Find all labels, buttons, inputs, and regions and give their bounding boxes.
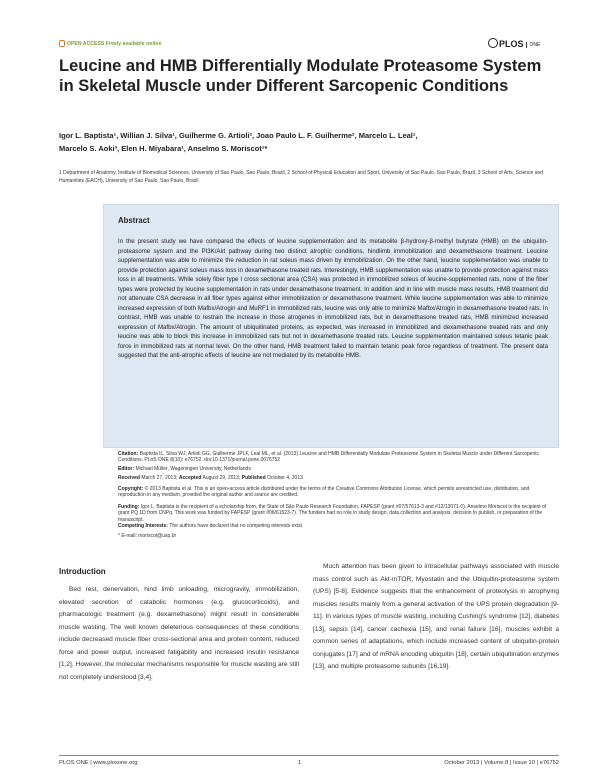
corresponding-email[interactable]: * E-mail: moriscot@usp.br	[118, 533, 177, 539]
dates	[118, 475, 558, 481]
competing-text: The authors have declared that no competing interests exist.	[169, 523, 304, 529]
funding-label: Funding:	[118, 504, 140, 510]
editor-label: Editor:	[118, 466, 135, 472]
competing-label: Competing Interests:	[118, 523, 169, 529]
copyright	[118, 486, 558, 499]
published-label: Published	[241, 475, 266, 481]
copyright-text: © 2013 Baptista et al. This is an open-access article distributed under the terms of the Creative Commons Attribution License, which permits unrestricted use, distribution, and reproduction in any medium, provided the original author and source are credited.	[118, 486, 530, 499]
editor	[118, 466, 558, 472]
citation	[118, 451, 558, 464]
footer-divider	[59, 755, 559, 756]
received-label: Received	[118, 475, 140, 481]
introduction-column-1: Bed rest, denervation, hind limb unloading, microgravity, immobilization, elevated secretion of catabolic hormones (e.g. glucocorticoids), and pharmacologic treatment (e.g. dexamethasone) might result in considerable muscle wasting. The well known deleterious consequences of these conditions include decreased muscle fiber cross-sectional area and protein content, reduced force and power output, increased fatigability and increased insulin resistance [1,2]. However, the molecular mechanisms responsible for muscle wasting are still not completely understood [3,4].	[59, 586, 299, 681]
accepted-date: August 29, 2013;	[202, 475, 241, 481]
competing-interests	[118, 523, 558, 529]
editor-text: Michael Müller, Wageningen University, Netherlands	[135, 466, 251, 472]
author-list	[59, 130, 559, 155]
abstract-heading: Abstract	[118, 216, 150, 225]
open-access-label: OPEN ACCESS Freely available online	[67, 40, 162, 47]
accepted-label: Accepted	[178, 475, 202, 481]
journal-logo-text: PLOS	[499, 39, 524, 49]
copyright-label: Copyright:	[118, 486, 144, 492]
open-access-banner	[59, 40, 161, 47]
author-line-2: Marcelo S. Aoki³, Elen H. Miyabara¹, Anselmo S. Moriscot¹*	[59, 143, 268, 153]
plos-logo-icon	[488, 38, 498, 48]
footer-page-number: 1	[298, 760, 302, 766]
introduction-heading: Introduction	[59, 567, 106, 576]
article-title: Leucine and HMB Differentially Modulate Proteasome System in Skeletal Muscle under Different Sarcopenic Conditions	[59, 57, 542, 95]
citation-text: Baptista IL, Silva WJ, Artioli GG, Guilherme JPLF, Leal ML, et al. (2013) Leucine and HMB Differentially Modulate Proteasome System in Skeletal Muscle under Different Sarcopenic Conditions. PLoS ONE 8(10): e76752. doi:10.1371/journal.pone.0076752	[118, 451, 539, 464]
published-date: October 4, 2013	[267, 475, 303, 481]
received-date: March 27, 2013;	[141, 475, 178, 481]
journal-logo	[488, 38, 540, 49]
funding	[118, 504, 558, 523]
affiliations: 1 Department of Anatomy, Institute of Biomedical Sciences, University of Sao Paulo, Sao Paulo, Brazil, 2 School of Physical Education and Sport, University of Sao Paulo, Sao Paulo, Brazil, 3 School of Arts, Science and Humanities (EACH), University of Sao Paulo, Sao Paulo, Brazil	[59, 170, 544, 184]
open-access-lock-icon	[59, 40, 65, 47]
footer-issue-info: October 2013 | Volume 8 | Issue 10 | e76752	[444, 760, 559, 766]
introduction-column-2: Much attention has been given to intracellular pathways associated with muscle mass control such as Akt-mTOR, Myostatin and the Ubiquitin-proteasome system (UPS) [5-8]. Evidence suggests that the enhancement of proteolysis in atrophying muscles results mainly from a general activation of the UPS protein degradation [9-11]. In various types of muscle wasting, including Cushing's syndrome [12], diabetes [13], sepsis [14], cancer cachexia [15], and renal failure [16], muscles exhibit a common series of adaptations, which include increased content of ubiquitin-protein conjugates [17] and of mRNA encoding ubiquitin [18], certain ubiquitination enzymes [13], and multiple proteasome subunits [16,19].	[313, 563, 559, 671]
journal-logo-suffix: ONE	[526, 42, 541, 48]
citation-label: Citation:	[118, 451, 139, 457]
footer-journal[interactable]: PLOS ONE | www.plosone.org	[59, 760, 138, 766]
funding-text: Igor L. Baptista is the recipient of a scholarship from, the State of São Paulo Research Foundation, FAPESP (grant #07/57613-3 and #12/13071-0). Anselmo Moriscot is the recipient of grant PQ 1D from CNPq. This work was funded by FAPESP (grant #06/61523-7). The funders had no role in study design, data collection and analysis, decision to publish, or preparation of the manuscript.	[118, 504, 547, 523]
abstract-text: In the present study we have compared the effects of leucine supplementation and its metabolite β-hydroxy-β-methyl butyrate (HMB) on the ubiquitin-proteasome system and the PI3K/Akt pathway during two distinct atrophic conditions, hindlimb immobilization and dexamethasone treatment. Leucine supplementation was able to minimize the reduction in rat soleus mass driven by immobilization. On the other hand, leucine supplementation was unable to provide protection against soleus mass loss in dexamethasone treated rats. Interestingly, HMB supplementation was unable to provide protection against mass loss in all treatments. While solely fiber type I cross sectional area (CSA) was protected in immobilized soleus of leucine-supplemented rats, none of the fiber types were protected by leucine supplementation in rats under dexamethasone treatment. In addition and in line with muscle mass results, HMB treatment did not attenuate CSA decrease in all fiber types against either immobilization or dexamethasone treatment. While leucine supplementation was able to minimize increased expression of both Mafbx/Atrogin and MuRF1 in immobilized rats, leucine was only able to minimize Mafbx/Atrogin in dexamethasone treated rats. In contrast, HMB was unable to restrain the increase in those atrogenes in immobilized rats, but in dexamethasone treated rats, HMB minimized increased expression of Mafbx/Atrogin. The amount of ubiquitinated proteins, as expected, was increased in immobilized and dexamethasone treated rats and only leucine was able to block this increase in immobilized rats but not in dexamethasone treated rats. Leucine supplementation maintained soleus tetanic peak force in immobilized rats at normal level. On the other hand, HMB treatment failed to maintain tetanic peak force regardless of treatment. The present data suggested that the anti-atrophic effects of leucine are not mediated by its metabolite HMB.	[118, 238, 548, 359]
author-line-1: Igor L. Baptista¹, Willian J. Silva¹, Guilherme G. Artioli², Joao Paulo L. F. Guilherme², Marcelo L. Leal¹,	[59, 131, 418, 140]
